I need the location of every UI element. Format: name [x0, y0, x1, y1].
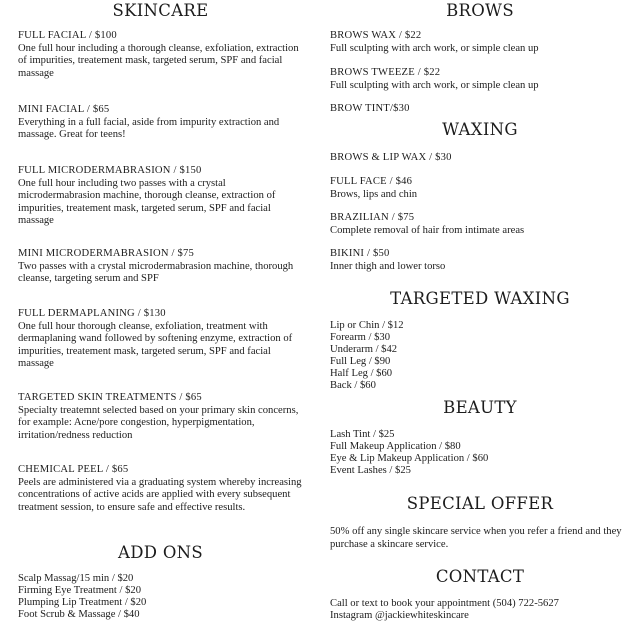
- service-description: Everything in a full facial, aside from impurity extraction and massage. Great for teens!: [18, 116, 280, 140]
- service-description: One full hour thorough cleanse, exfoliation, treatment with dermaplaning wand followed by softening enzyme, extraction of impurities, treatement mask, targeted serum, SPF and facial massage: [18, 320, 293, 369]
- service-description: Peels are administered via a graduating system whereby increasing concentrations of active acids are applied with every subsequent treatment session, to ensure safe and effective results.: [18, 476, 302, 513]
- service-description: Full sculpting with arch work, or simple clean up: [330, 42, 539, 54]
- service-chemical-peel: [18, 464, 303, 514]
- service-title: FULL MICRODERMABRASION / $150: [18, 165, 202, 176]
- service-title: MINI MICRODERMABRASION / $75: [18, 248, 194, 259]
- service-description: Specialty treatemnt selected based on your primary skin concerns, for example: Acne/pore congestion, hyperpigmentation, irritation/redness reduction: [18, 404, 299, 441]
- contact-phone: Call or text to book your appointment (504) 722-5627: [330, 598, 559, 609]
- price-line: Lip or Chin / $12: [330, 320, 404, 331]
- service-mini-facial: [18, 104, 303, 142]
- contact-list: [330, 598, 630, 622]
- service-brazilian: [330, 212, 630, 237]
- service-description: Complete removal of hair from intimate areas: [330, 224, 525, 236]
- service-brows-lip-wax: [330, 152, 630, 165]
- service-description: One full hour including two passes with a crystal microdermabrasion machine, thorough cleanse, extraction of impurities, treatement mask, targeted serum, SPF and facial massage: [18, 177, 276, 226]
- price-line: Lash Tint / $25: [330, 429, 395, 440]
- waxing-heading: WAXING: [442, 120, 518, 139]
- service-mini-microdermabrasion: [18, 248, 303, 286]
- service-description: One full hour including a thorough cleanse, exfoliation, extraction of impurities, treatement mask, targeted serum, SPF and facial massage: [18, 42, 299, 79]
- price-line: Eye & Lip Makeup Application / $60: [330, 453, 489, 464]
- addons-list: [18, 573, 303, 621]
- addon-item: Foot Scrub & Massage / $40: [18, 609, 140, 620]
- service-title: BIKINI / $50: [330, 248, 390, 259]
- service-title: BROW TINT/$30: [330, 103, 410, 114]
- price-line: Event Lashes / $25: [330, 465, 411, 476]
- service-title: FULL FACE / $46: [330, 176, 413, 187]
- price-line: Back / $60: [330, 380, 376, 391]
- price-line: Full Makeup Application / $80: [330, 441, 461, 452]
- service-title: CHEMICAL PEEL / $65: [18, 464, 129, 475]
- service-description: Brows, lips and chin: [330, 188, 418, 200]
- brows-heading: BROWS: [446, 1, 514, 20]
- special-offer-text: 50% off any single skincare service when you refer a friend and they purchase a skincare service.: [330, 526, 622, 550]
- service-full-microdermabrasion: [18, 165, 303, 228]
- contact-heading: CONTACT: [435, 567, 525, 586]
- service-title: TARGETED SKIN TREATMENTS / $65: [18, 392, 202, 403]
- service-title: BRAZILIAN / $75: [330, 212, 415, 223]
- addons-heading: ADD ONS: [118, 543, 203, 562]
- service-title: MINI FACIAL / $65: [18, 104, 110, 115]
- service-full-dermaplaning: [18, 308, 303, 371]
- service-full-facial: [18, 30, 303, 80]
- service-brows-wax: [330, 30, 630, 55]
- service-title: FULL DERMAPLANING / $130: [18, 308, 166, 319]
- service-full-face: [330, 176, 630, 201]
- price-line: Half Leg / $60: [330, 368, 393, 379]
- service-targeted-skin-treatments: [18, 392, 303, 442]
- addon-item: Scalp Massag/15 min / $20: [18, 573, 134, 584]
- contact-instagram: Instagram @jackiewhiteskincare: [330, 610, 469, 621]
- service-description: Full sculpting with arch work, or simple clean up: [330, 79, 539, 91]
- price-line: Full Leg / $90: [330, 356, 391, 367]
- service-title: FULL FACIAL / $100: [18, 30, 117, 41]
- addon-item: Firming Eye Treatment / $20: [18, 585, 142, 596]
- service-brow-tint: [330, 103, 630, 116]
- service-bikini: [330, 248, 630, 273]
- targeted-waxing-list: [330, 320, 630, 392]
- beauty-heading: BEAUTY: [443, 398, 517, 417]
- service-description: Two passes with a crystal microdermabrasion machine, thorough cleanse, targeting serum and SPF: [18, 260, 294, 284]
- service-title: BROWS WAX / $22: [330, 30, 422, 41]
- skincare-heading: SKINCARE: [112, 1, 209, 20]
- service-description: Inner thigh and lower torso: [330, 260, 446, 272]
- service-brows-tweeze: [330, 67, 630, 92]
- beauty-list: [330, 429, 630, 477]
- service-title: BROWS & LIP WAX / $30: [330, 152, 452, 163]
- targeted-waxing-heading: TARGETED WAXING: [390, 289, 570, 308]
- service-title: BROWS TWEEZE / $22: [330, 67, 441, 78]
- addon-item: Plumping Lip Treatment / $20: [18, 597, 147, 608]
- price-line: Forearm / $30: [330, 332, 391, 343]
- price-line: Underarm / $42: [330, 344, 398, 355]
- special-offer-heading: SPECIAL OFFER: [406, 494, 554, 513]
